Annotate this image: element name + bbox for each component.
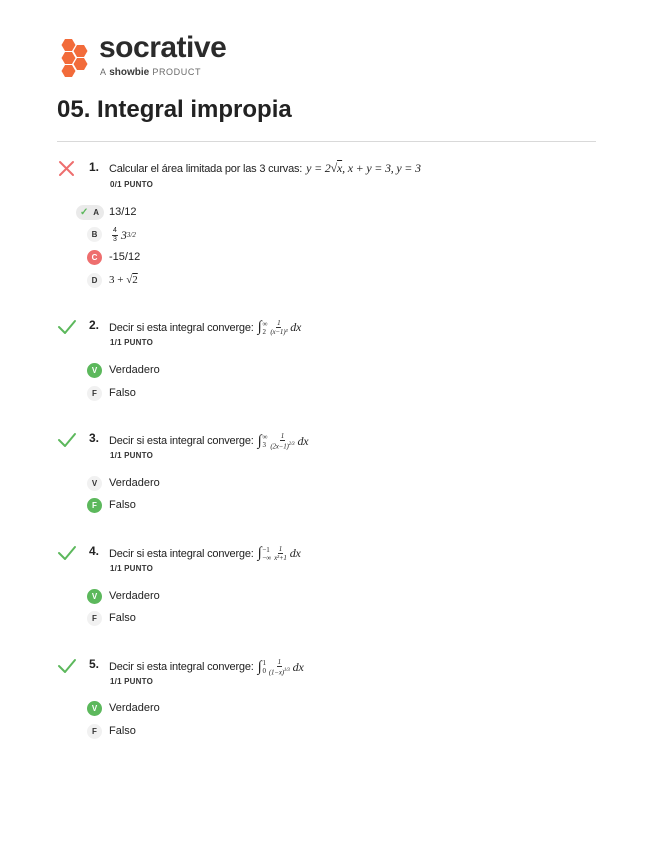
answer-letter-badge: F — [87, 611, 102, 626]
question-points: 0/1 PUNTO — [110, 180, 153, 189]
hexagon-logo-icon — [57, 37, 91, 79]
question-prompt: Decir si esta integral converge: ∫ 1 0 $\frac{1}{(1-x)^{1/3}}$ dx — [109, 658, 304, 677]
answer-text: Verdadero — [109, 477, 160, 489]
question-math: ∫ ∞ 2 $\frac{1}{\text{(x−1)³}}$ dx — [257, 319, 302, 336]
answer-option[interactable] — [0, 205, 400, 223]
answer-letter-badge: V — [87, 363, 102, 378]
answer-text: Falso — [109, 612, 136, 624]
answer-option[interactable] — [0, 386, 400, 404]
answer-letter-badge: B — [87, 227, 102, 242]
question-number: 1. — [89, 160, 100, 174]
page-title: 05. Integral impropia — [57, 96, 292, 123]
answer-option[interactable] — [0, 498, 400, 516]
answer-text: 3 + √ 2 — [109, 274, 138, 286]
question-number: 2. — [89, 318, 100, 332]
question-points: 1/1 PUNTO — [110, 564, 153, 573]
answer-text: -15/12 — [109, 251, 141, 263]
answer-letter-badge: V — [87, 476, 102, 491]
question-points: 1/1 PUNTO — [110, 451, 153, 460]
answer-option[interactable] — [0, 250, 400, 268]
answer-option[interactable] — [0, 363, 400, 381]
socrative-logo — [57, 31, 257, 81]
answer-text: Verdadero — [109, 702, 160, 714]
logo-wordmark: socrative — [99, 31, 227, 64]
answer-text: Verdadero — [109, 364, 160, 376]
question-prompt: Decir si esta integral converge: ∫ ∞ 3 $\frac{1}{(2x-1)^{2/3}}$ dx — [109, 432, 309, 451]
divider — [57, 141, 596, 142]
question-prompt: Decir si esta integral converge: ∫ ∞ 2 $\frac{1}{\text{(x−1)³}}$ dx — [109, 319, 302, 336]
answer-letter-badge: F — [87, 498, 102, 513]
answer-option[interactable] — [0, 701, 400, 719]
question-math: ∫ ∞ 3 $\frac{1}{(2x-1)^{2/3}}$ dx — [257, 432, 309, 451]
answer-letter-badge: V — [87, 589, 102, 604]
question-prompt: Calcular el área limitada por las 3 curvas: y = 2√ x , x + y = 3, y = 3 — [109, 161, 421, 175]
logo-tagline: A showbie PRODUCT — [100, 67, 202, 78]
check-icon: ✓ — [80, 207, 89, 218]
check-icon — [57, 657, 77, 675]
answer-text: Falso — [109, 725, 136, 737]
question-math: y = 2√ x , x + y = 3, y = 3 — [306, 161, 421, 175]
answer-text: Falso — [109, 499, 136, 511]
x-icon — [57, 160, 77, 178]
question-points: 1/1 PUNTO — [110, 338, 153, 347]
answer-option[interactable] — [0, 227, 400, 245]
answer-option[interactable] — [0, 476, 400, 494]
question-math: ∫ 1 0 $\frac{1}{(1-x)^{1/3}}$ dx — [257, 658, 304, 677]
answer-text: Verdadero — [109, 590, 160, 602]
answer-option[interactable] — [0, 589, 400, 607]
answer-option[interactable] — [0, 724, 400, 742]
answer-option[interactable] — [0, 273, 400, 291]
question-number: 3. — [89, 431, 100, 445]
answer-option[interactable] — [0, 611, 400, 629]
check-icon — [57, 544, 77, 562]
answer-letter-badge: D — [87, 273, 102, 288]
check-icon — [57, 431, 77, 449]
question-math: ∫ −1 −∞ $\frac{1}{\text{x²+1}}$ dx — [257, 545, 301, 562]
answer-text: Falso — [109, 387, 136, 399]
answer-letter-badge: V — [87, 701, 102, 716]
answer-letter-badge: F — [87, 386, 102, 401]
answer-letter-badge: F — [87, 724, 102, 739]
answer-key-badge: ✓ A — [76, 205, 104, 220]
answer-text: 13/12 — [109, 206, 137, 218]
answer-text: $\frac{4}{3}$ 3 3/2 — [113, 227, 136, 243]
question-prompt: Decir si esta integral converge: ∫ −1 −∞ $\frac{1}{\text{x²+1}}$ dx — [109, 545, 301, 562]
question-number: 4. — [89, 544, 100, 558]
question-points: 1/1 PUNTO — [110, 677, 153, 686]
answer-letter-badge: C — [87, 250, 102, 265]
question-number: 5. — [89, 657, 100, 671]
check-icon — [57, 318, 77, 336]
